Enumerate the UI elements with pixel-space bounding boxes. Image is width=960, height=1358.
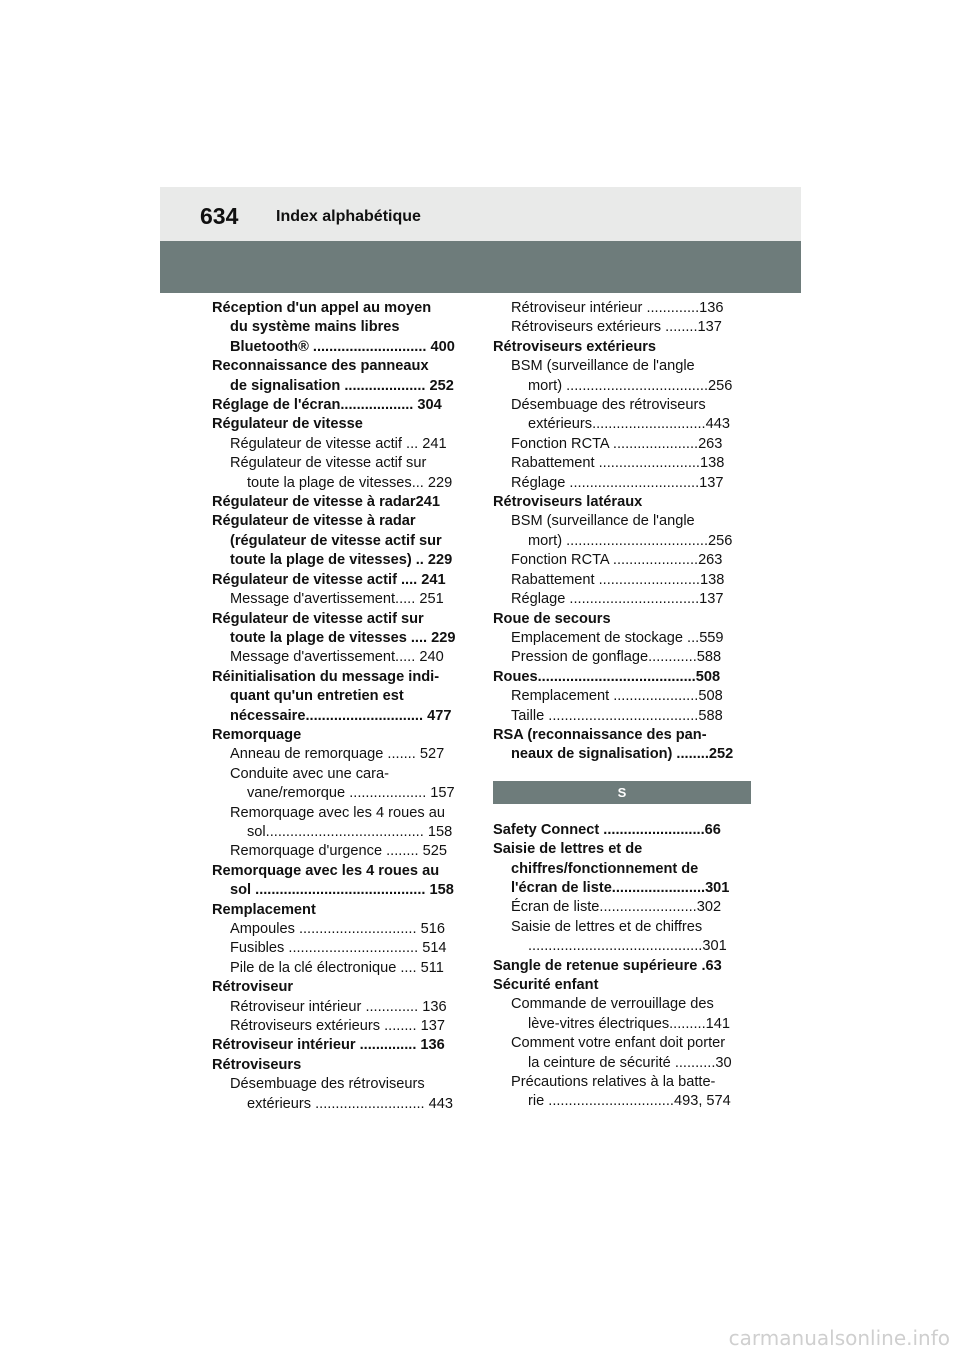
index-subentry — [493, 707, 751, 726]
index-line: rie ...............................493, 574 — [528, 1093, 731, 1110]
index-line: extérieurs............................443 — [528, 416, 730, 433]
index-subentry — [493, 1073, 751, 1112]
index-line: Commande de verrouillage des — [511, 996, 714, 1013]
index-subentry — [493, 918, 751, 957]
index-entry — [212, 1056, 462, 1075]
index-line: Régulateur de vitesse à radar241 — [212, 494, 440, 511]
index-line: neaux de signalisation) ........252 — [511, 746, 734, 763]
index-line: Taille .....................................588 — [511, 707, 723, 724]
index-entry — [212, 571, 462, 590]
index-subentry — [493, 629, 751, 648]
index-entry — [493, 840, 751, 898]
index-entry — [212, 862, 462, 901]
watermark: carmanualsonline.info — [728, 1326, 950, 1350]
index-line: Conduite avec une cara- — [230, 765, 390, 782]
index-entry — [493, 338, 751, 357]
index-line: du système mains libres — [230, 319, 400, 336]
index-entry — [212, 493, 462, 512]
index-line: Fonction RCTA .....................263 — [511, 435, 723, 452]
index-line: Précautions relatives à la batte- — [511, 1074, 716, 1091]
index-subentry — [212, 435, 462, 454]
index-subentry — [212, 804, 462, 843]
index-entry — [212, 668, 462, 726]
index-entry — [493, 957, 751, 976]
index-subentry — [212, 920, 462, 939]
index-line: nécessaire............................. 477 — [230, 707, 452, 724]
index-entry — [212, 726, 462, 745]
index-subentry — [493, 474, 751, 493]
index-line: Rétroviseur intérieur .............. 136 — [212, 1037, 445, 1054]
index-line: Remorquage d'urgence ........ 525 — [230, 843, 447, 860]
index-line: Désembuage des rétroviseurs — [230, 1076, 425, 1093]
index-line: Reconnaissance des panneaux — [212, 358, 429, 375]
index-subentry — [212, 842, 462, 861]
index-line: Régulateur de vitesse — [212, 416, 363, 433]
page-header-bar — [160, 187, 801, 241]
index-subentry — [212, 454, 462, 493]
index-line: Emplacement de stockage ...559 — [511, 629, 724, 646]
index-line: Régulateur de vitesse actif ... 241 — [230, 435, 447, 452]
index-subentry — [493, 571, 751, 590]
index-line: Saisie de lettres et de — [493, 841, 643, 858]
index-subentry — [493, 454, 751, 473]
index-subentry — [493, 551, 751, 570]
index-line: Remorquage avec les 4 roues au — [212, 862, 440, 879]
index-subentry — [212, 939, 462, 958]
index-line: Pile de la clé électronique .... 511 — [230, 959, 444, 976]
index-entry — [212, 357, 462, 396]
index-line: Message d'avertissement..... 240 — [230, 649, 444, 666]
index-line: extérieurs ........................... 443 — [247, 1095, 454, 1112]
index-line: de signalisation .................... 252 — [230, 377, 454, 394]
index-subentry — [212, 1017, 462, 1036]
index-line: mort) ...................................256 — [528, 532, 733, 549]
index-line: (régulateur de vitesse actif sur — [230, 532, 442, 549]
index-entry — [212, 610, 462, 649]
index-subentry — [212, 745, 462, 764]
index-line: toute la plage de vitesses... 229 — [247, 474, 453, 491]
index-line: Rétroviseur intérieur ............. 136 — [230, 998, 447, 1015]
index-line: sol .......................................... 158 — [230, 882, 454, 899]
index-line: Rabattement .........................138 — [511, 455, 725, 472]
index-line: Réglage ................................137 — [511, 591, 724, 608]
index-subentry — [212, 1075, 462, 1114]
index-line: Pression de gonflage............588 — [511, 649, 722, 666]
index-line: Réglage de l'écran.................. 304 — [212, 397, 442, 414]
index-entry — [493, 726, 751, 765]
index-line: BSM (surveillance de l'angle — [511, 358, 695, 375]
section-header: S — [493, 781, 751, 804]
index-line: Rétroviseur intérieur .............136 — [511, 300, 724, 316]
index-subentry — [493, 299, 751, 318]
index-entry — [493, 976, 751, 995]
index-line: ...........................................301 — [528, 938, 727, 955]
index-line: Réinitialisation du message indi- — [212, 668, 440, 685]
index-subentry — [212, 959, 462, 978]
index-subentry — [212, 765, 462, 804]
index-line: Roue de secours — [493, 610, 611, 627]
index-line: Rétroviseurs extérieurs — [493, 338, 657, 355]
index-line: Régulateur de vitesse actif .... 241 — [212, 571, 446, 588]
index-line: Remplacement — [212, 901, 316, 918]
index-line: Remorquage — [212, 726, 302, 743]
index-subentry — [493, 687, 751, 706]
index-entry — [212, 299, 462, 357]
index-entry — [493, 493, 751, 512]
index-line: Message d'avertissement..... 251 — [230, 591, 444, 608]
index-line: Sécurité enfant — [493, 977, 599, 993]
index-line: Rétroviseurs extérieurs ........ 137 — [230, 1018, 445, 1035]
index-line: quant qu'un entretien est — [230, 688, 404, 705]
index-line: Fusibles ................................ 514 — [230, 940, 447, 957]
index-line: toute la plage de vitesses) .. 229 — [230, 552, 453, 569]
index-entry — [212, 901, 462, 920]
index-line: Saisie de lettres et de chiffres — [511, 918, 703, 935]
index-line: la ceinture de sécurité ..........30 — [528, 1054, 732, 1071]
index-line: Remorquage avec les 4 roues au — [230, 804, 445, 821]
index-line: Réglage ................................137 — [511, 474, 724, 491]
index-line: Rétroviseurs latéraux — [493, 494, 643, 511]
index-subentry — [493, 590, 751, 609]
index-line: Rétroviseurs — [212, 1056, 302, 1073]
index-line: lève-vitres électriques.........141 — [528, 1015, 730, 1032]
index-line: Désembuage des rétroviseurs — [511, 397, 706, 414]
index-line: Écran de liste........................302 — [511, 899, 722, 916]
index-subentry — [493, 318, 751, 337]
index-subentry — [493, 435, 751, 454]
index-line: vane/remorque ................... 157 — [247, 785, 455, 802]
index-subentry — [493, 898, 751, 917]
index-entry — [212, 978, 462, 997]
index-line: Ampoules ............................. 516 — [230, 921, 445, 937]
index-line: l'écran de liste.......................301 — [511, 879, 730, 896]
index-line: Réception d'un appel au moyen — [212, 300, 432, 316]
index-line: Régulateur de vitesse actif sur — [230, 455, 427, 472]
index-line: Régulateur de vitesse actif sur — [212, 610, 424, 627]
index-subentry — [493, 512, 751, 551]
index-entry — [212, 415, 462, 434]
index-line: Rétroviseur — [212, 979, 294, 996]
index-subentry — [212, 998, 462, 1017]
index-line: Rétroviseurs extérieurs ........137 — [511, 319, 722, 336]
index-entry — [493, 668, 751, 687]
index-line: BSM (surveillance de l'angle — [511, 513, 695, 530]
index-line: Comment votre enfant doit porter — [511, 1035, 726, 1052]
index-line: Remplacement .....................508 — [511, 688, 723, 705]
index-column-right — [493, 299, 751, 1112]
index-subentry — [493, 1034, 751, 1073]
index-line: RSA (reconnaissance des pan- — [493, 726, 707, 743]
index-line: Bluetooth® ............................ 400 — [230, 338, 455, 355]
index-entry — [212, 512, 462, 570]
index-entry — [212, 1036, 462, 1055]
index-line: Sangle de retenue supérieure .63 — [493, 957, 722, 974]
page-title: Index alphabétique — [276, 208, 421, 225]
index-line: Fonction RCTA .....................263 — [511, 552, 723, 569]
index-subentry — [493, 396, 751, 435]
index-subentry — [493, 357, 751, 396]
page-number: 634 — [200, 203, 239, 229]
index-entry — [493, 610, 751, 629]
index-line: Roues.......................................508 — [493, 668, 721, 685]
index-subentry — [493, 995, 751, 1034]
index-line: chiffres/fonctionnement de — [511, 860, 699, 877]
index-line: mort) ...................................256 — [528, 377, 733, 394]
index-line: Anneau de remorquage ....... 527 — [230, 746, 445, 763]
header-band — [160, 241, 801, 293]
index-column-left — [212, 299, 462, 1114]
index-entry — [212, 396, 462, 415]
index-line: Régulateur de vitesse à radar — [212, 513, 416, 530]
index-line: toute la plage de vitesses .... 229 — [230, 629, 456, 646]
index-line: sol....................................... 158 — [247, 823, 453, 840]
index-line: Safety Connect .........................66 — [493, 821, 721, 838]
index-line: Rabattement .........................138 — [511, 571, 725, 588]
index-entry — [493, 821, 751, 840]
index-subentry — [212, 648, 462, 667]
index-subentry — [493, 648, 751, 667]
index-subentry — [212, 590, 462, 609]
